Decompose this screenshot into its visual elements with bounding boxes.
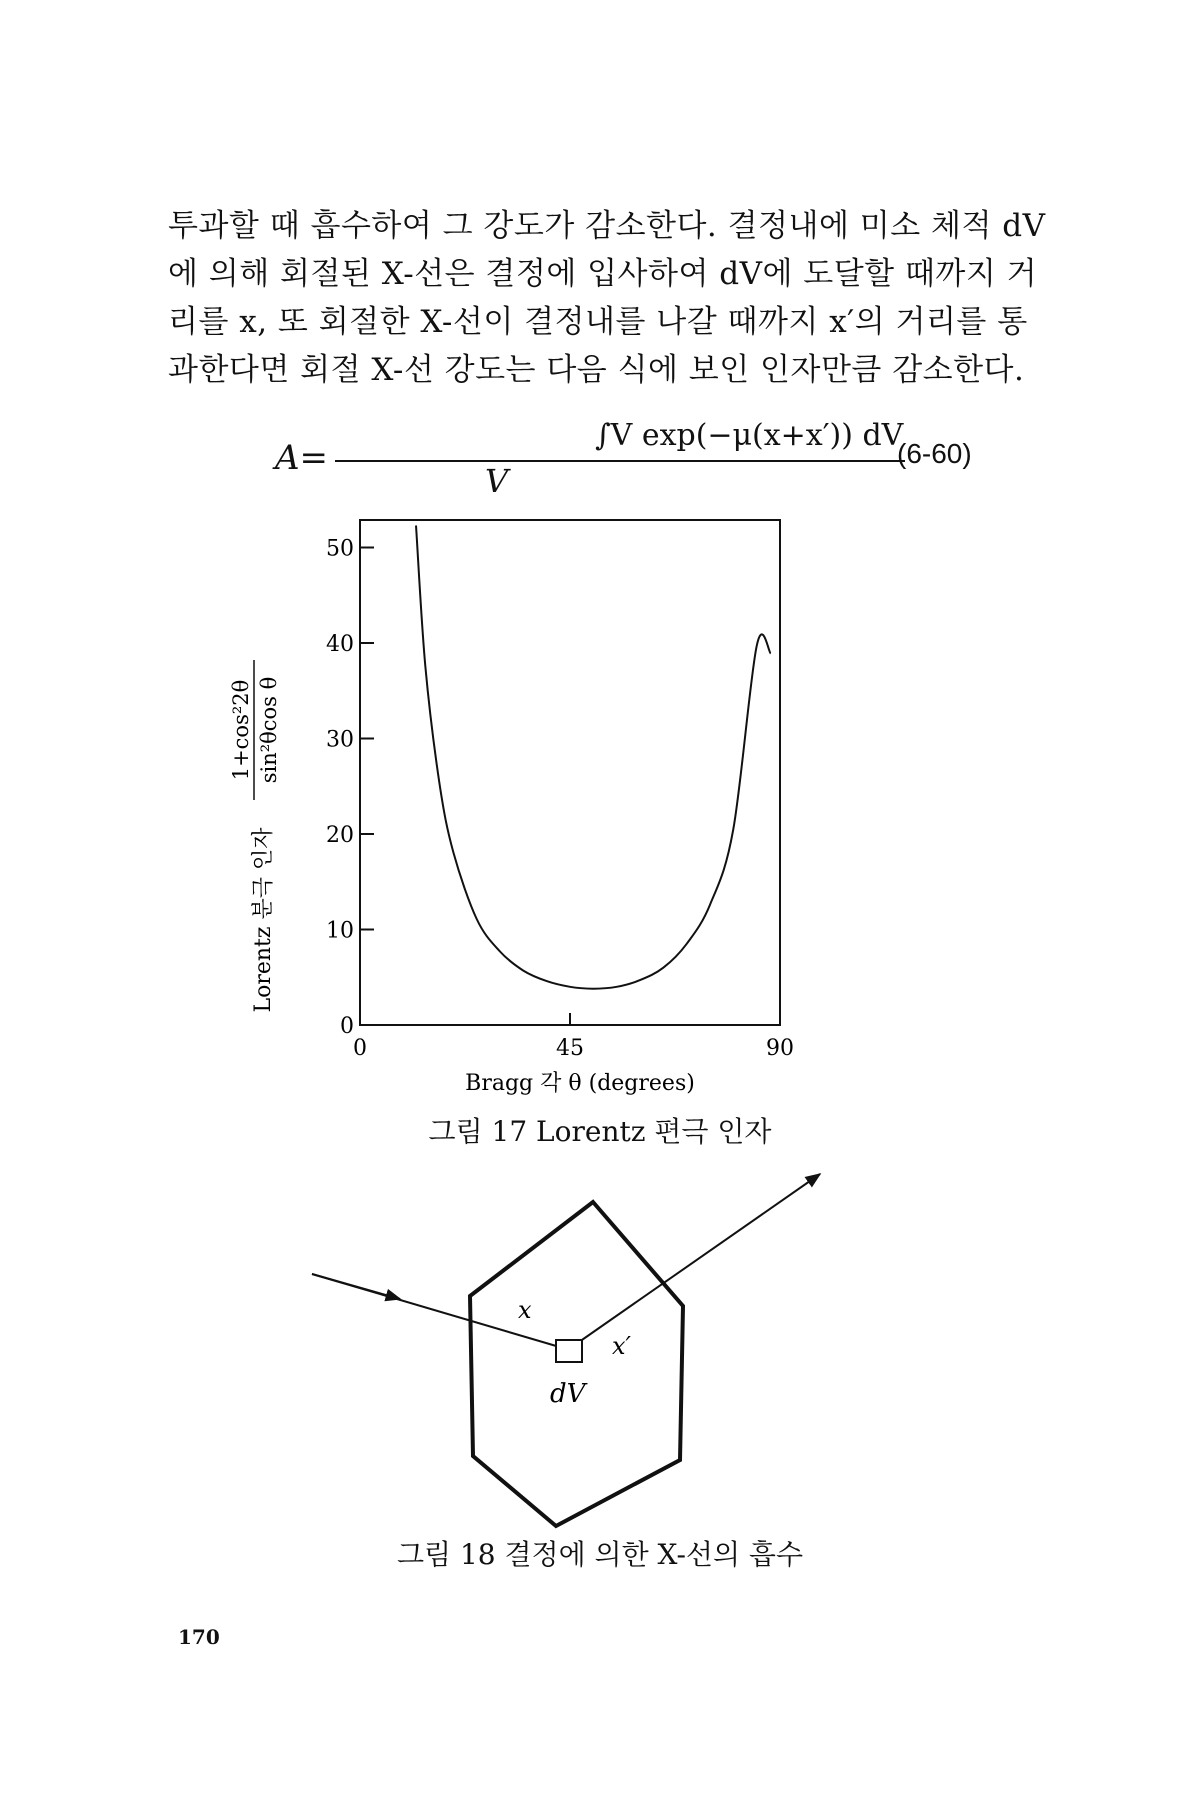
plot-frame bbox=[360, 520, 780, 1025]
diffracted-ray bbox=[579, 1174, 820, 1342]
y-axis-fraction-denominator: sin²θcos θ bbox=[257, 676, 281, 784]
page-number: 170 bbox=[178, 1625, 220, 1649]
series-curve bbox=[416, 526, 771, 989]
x-tick-label: 90 bbox=[766, 1036, 794, 1061]
paragraph-line: 리를 x, 또 회절한 X-선이 결정내를 나갈 때까지 x′의 거리를 통 bbox=[168, 304, 1028, 340]
y-tick-label: 40 bbox=[326, 632, 354, 657]
equation-lhs: A= bbox=[275, 438, 329, 478]
equation-denominator: V bbox=[485, 462, 509, 500]
dv-label: dV bbox=[550, 1379, 586, 1409]
figure18-caption: 그림 18 결정에 의한 X-선의 흡수 bbox=[396, 1538, 804, 1571]
y-tick-label: 20 bbox=[326, 823, 354, 848]
equation-numerator: ∫V exp(−μ(x+x′)) dV bbox=[595, 418, 904, 453]
body-paragraph bbox=[168, 202, 1046, 394]
crystal-hexagon bbox=[470, 1202, 683, 1526]
x-tick-label: 0 bbox=[353, 1036, 367, 1061]
y-tick-label: 0 bbox=[340, 1014, 354, 1039]
volume-element bbox=[556, 1340, 582, 1362]
fraction-bar bbox=[335, 460, 905, 462]
paragraph-line: 과한다면 회절 X-선 강도는 다음 식에 보인 인자만큼 감소한다. bbox=[168, 352, 1025, 388]
x-tick-label: 45 bbox=[556, 1036, 584, 1061]
paragraph-line: 투과할 때 흡수하여 그 강도가 감소한다. 결정내에 미소 체적 dV bbox=[168, 208, 1046, 244]
figure17-caption: 그림 17 Lorentz 편극 인자 bbox=[428, 1115, 772, 1148]
equation-6-60 bbox=[255, 418, 995, 498]
path-xprime-label: x′ bbox=[612, 1332, 631, 1360]
y-tick-label: 10 bbox=[326, 918, 354, 944]
paragraph-line: 에 의해 회절된 X-선은 결정에 입사하여 dV에 도달할 때까지 거 bbox=[168, 256, 1038, 292]
y-tick-label: 50 bbox=[326, 536, 354, 562]
lorentz-chart bbox=[0, 500, 1200, 1120]
equation-number: (6-60) bbox=[897, 438, 972, 469]
y-axis-label: Lorentz 분극 인자 bbox=[251, 827, 276, 1013]
path-x-label: x bbox=[518, 1296, 532, 1324]
absorption-diagram bbox=[0, 1170, 1200, 1530]
y-axis-fraction-numerator: 1+cos²2θ bbox=[229, 679, 253, 781]
x-axis-label: Bragg 각 θ (degrees) bbox=[465, 1071, 695, 1096]
y-tick-label: 30 bbox=[326, 727, 354, 753]
